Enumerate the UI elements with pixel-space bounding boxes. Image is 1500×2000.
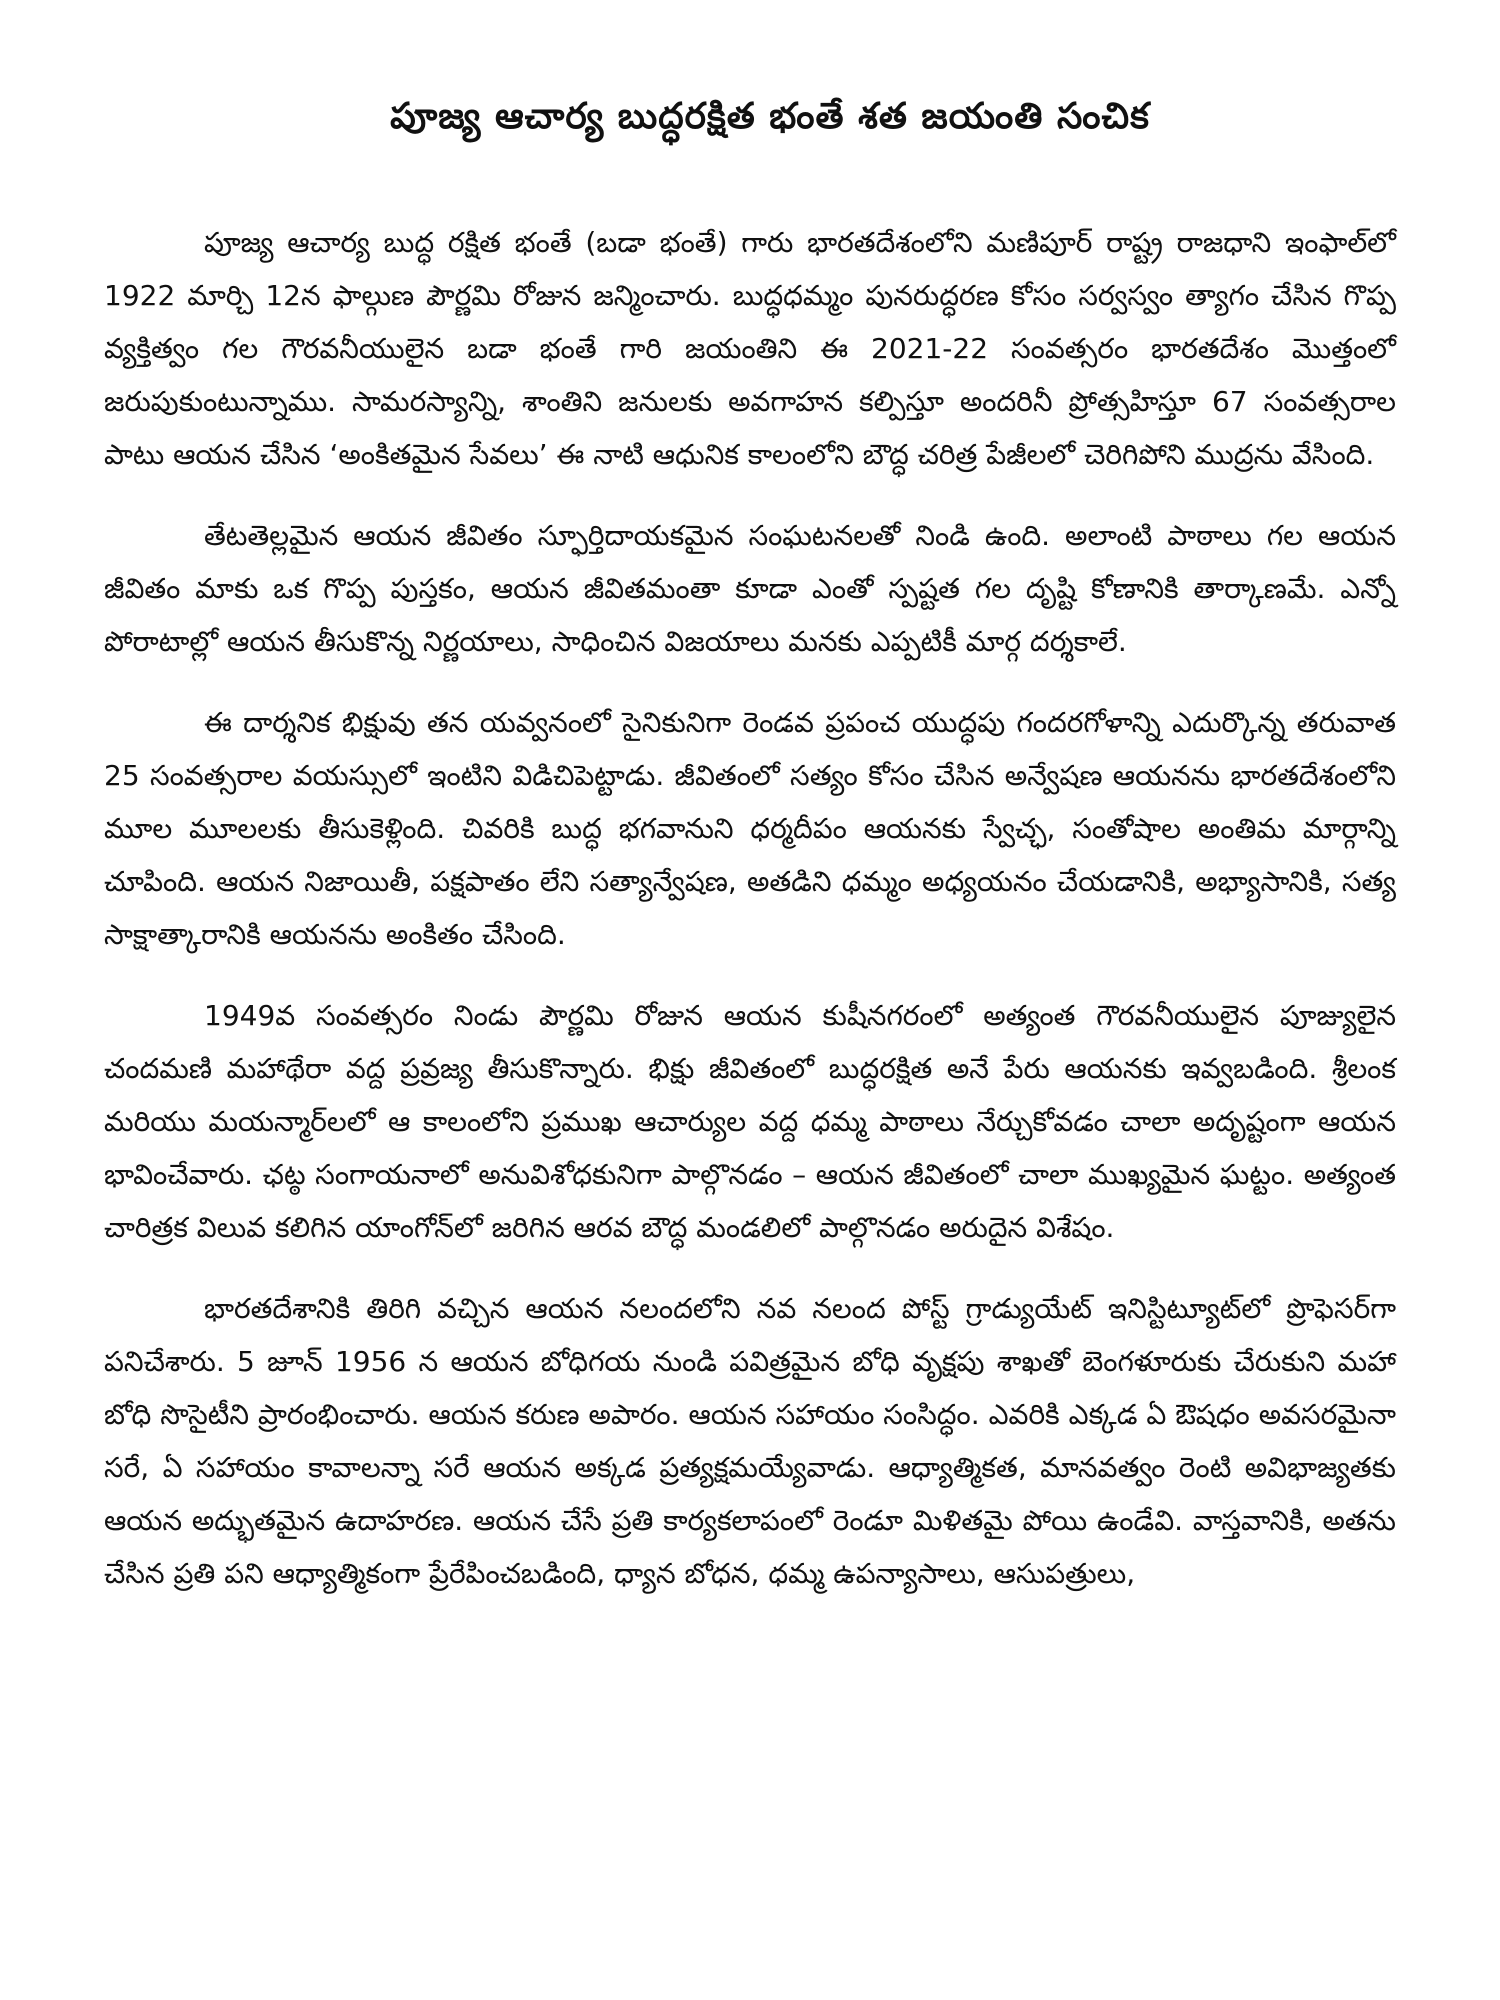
paragraph-birth: పూజ్య ఆచార్య బుద్ధ రక్షిత భంతే (బడా భంతే) గారు భారతదేశంలోని మణిపూర్ రాష్ట్ర రాజధాని ఇంఫాల్‌లో 1922 మార్చి 12న ఫాల్గుణ పౌర్ణమి రోజున జన్మించారు. బుద్ధధమ్మం పునరుద్ధరణ కోసం సర్వస్వం త్యాగం చేసిన గొప్ప వ్యక్తిత్వం గల గౌరవనీయులైన బడా భంతే గారి జయంతిని ఈ 2021-22 సంవత్సరం భారతదేశం మొత్తంలో జరుపుకుంటున్నాము. సామరస్యాన్ని, శాంతిని జనులకు అవగాహన కల్పిస్తూ అందరినీ ప్రోత్సహిస్తూ 67 సంవత్సరాల పాటు ఆయన చేసిన ‘అంకితమైన సేవలు’ ఈ నాటి ఆధునిక కాలంలోని బౌద్ధ చరిత్ర పేజీలలో చెరిగిపోని ముద్రను వేసింది. <box>104 226 1396 471</box>
paragraph-youth: ఈ దార్శనిక భిక్షువు తన యవ్వనంలో సైనికునిగా రెండవ ప్రపంచ యుద్ధపు గందరగోళాన్ని ఎదుర్కొన్న తరువాత 25 సంవత్సరాల వయస్సులో ఇంటిని విడిచిపెట్టాడు. జీవితంలో సత్యం కోసం చేసిన అన్వేషణ ఆయనను భారతదేశంలోని మూల మూలలకు తీసుకెళ్లింది. చివరికి బుద్ధ భగవానుని ధర్మదీపం ఆయనకు స్వేచ్ఛ, సంతోషాల అంతిమ మార్గాన్ని చూపింది. ఆయన నిజాయితీ, పక్షపాతం లేని సత్యాన్వేషణ, అతడిని ధమ్మం అధ్యయనం చేయడానికి, అభ్యాసానికి, సత్య సాక్షాత్కారానికి ఆయనను అంకితం చేసింది. <box>104 706 1396 951</box>
paragraph-life: తేటతెల్లమైన ఆయన జీవితం స్ఫూర్తిదాయకమైన సంఘటనలతో నిండి ఉంది. అలాంటి పాఠాలు గల ఆయన జీవితం మాకు ఒక గొప్ప పుస్తకం, ఆయన జీవితమంతా కూడా ఎంతో స్పష్టత గల దృష్టి కోణానికి తార్కాణమే. ఎన్నో పోరాటాల్లో ఆయన తీసుకొన్న నిర్ణయాలు, సాధించిన విజయాలు మనకు ఎప్పటికీ మార్గ దర్శకాలే. <box>104 519 1396 658</box>
paragraph-return: భారతదేశానికి తిరిగి వచ్చిన ఆయన నలందలోని నవ నలంద పోస్ట్ గ్రాడ్యుయేట్ ఇనిస్టిట్యూట్‌లో ప్రొఫెసర్‌గా పనిచేశారు. 5 జూన్ 1956 న ఆయన బోధిగయ నుండి పవిత్రమైన బోధి వృక్షపు శాఖతో బెంగళూరుకు చేరుకుని మహా బోధి సొసైటీని ప్రారంభించారు. ఆయన కరుణ అపారం. ఆయన సహాయం సంసిద్ధం. ఎవరికి ఎక్కడ ఏ ఔషధం అవసరమైనా సరే, ఏ సహాయం కావాలన్నా సరే ఆయన అక్కడ ప్రత్యక్షమయ్యేవాడు. ఆధ్యాత్మికత, మానవత్వం రెంటి అవిభాజ్యతకు ఆయన అద్భుతమైన ఉదాహరణ. ఆయన చేసే ప్రతి కార్యకలాపంలో రెండూ మిళితమై పోయి ఉండేవి. వాస్తవానికి, అతను చేసిన ప్రతి పని ఆధ్యాత్మికంగా ప్రేరేపించబడింది, ధ్యాన బోధన, ధమ్మ ఉపన్యాసాలు, ఆసుపత్రులు, <box>104 1292 1396 1590</box>
paragraph-ordination: 1949వ సంవత్సరం నిండు పౌర్ణమి రోజున ఆయన కుషీనగరంలో అత్యంత గౌరవనీయులైన పూజ్యులైన చందమణి మహాథేరా వద్ద ప్రవ్రజ్య తీసుకొన్నారు. భిక్షు జీవితంలో బుద్ధరక్షిత అనే పేరు ఆయనకు ఇవ్వబడింది. శ్రీలంక మరియు మయన్మార్‌లలో ఆ కాలంలోని ప్రముఖ ఆచార్యుల వద్ద ధమ్మ పాఠాలు నేర్చుకోవడం చాలా అదృష్టంగా ఆయన భావించేవారు. ఛట్ఠ సంగాయనాలో అనువిశోధకునిగా పాల్గొనడం – ఆయన జీవితంలో చాలా ముఖ్యమైన ఘట్టం. అత్యంత చారిత్రక విలువ కలిగిన యాంగోన్‌లో జరిగిన ఆరవ బౌద్ధ మండలిలో పాల్గొనడం అరుదైన విశేషం. <box>104 999 1396 1244</box>
document-title: పూజ్య ఆచార్య బుద్ధరక్షిత భంతే శత జయంతి సంచిక <box>390 96 1150 137</box>
